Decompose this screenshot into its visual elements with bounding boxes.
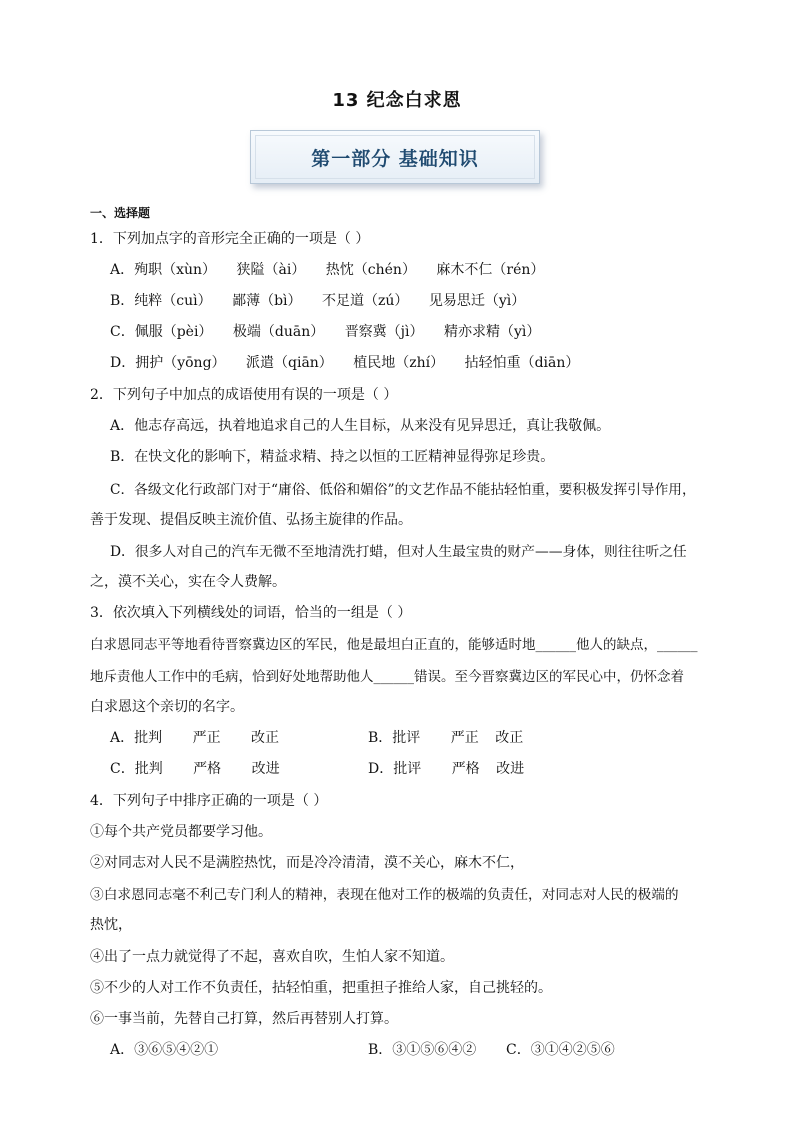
option-part: 鄙薄（bì） [232, 293, 302, 309]
option-part: 精亦求精（yì） [443, 324, 541, 340]
option-part: 严正 [450, 730, 479, 746]
section-heading: 一、选择题 [90, 206, 151, 220]
option-part: 不足道（zú） [321, 293, 409, 309]
question-2-option-d: D．很多人对自己的汽车无微不至地清洗打蜡，但对人生最宝贵的财产——身体，则往往听之任 [110, 544, 687, 560]
option-part: 改正 [495, 730, 524, 746]
option-part: 狭隘（ài） [236, 262, 306, 278]
question-4-option-a: A．③⑥⑤④②① [110, 1042, 219, 1058]
option-part: C．批判 [110, 761, 163, 777]
question-4-option-b: B．③①⑤⑥④② [368, 1042, 477, 1058]
question-3-option-a [110, 727, 279, 747]
option-part: 晋察冀（jì） [344, 324, 424, 340]
question-1-option-a [110, 259, 544, 279]
question-1-option-d [110, 352, 579, 372]
question-4-stem: 4．下列句子中排序正确的一项是（ ） [90, 793, 328, 809]
option-part: 极端（duān） [232, 324, 325, 340]
option-part: D．批评 [368, 761, 422, 777]
option-part: B．纯粹（cuì） [110, 293, 212, 309]
option-part: A．殉职（xùn） [110, 262, 217, 278]
question-3-stem: 3．依次填入下列横线处的词语，恰当的一组是（ ） [90, 605, 412, 621]
question-1-stem: 1．下列加点字的音形完全正确的一项是（ ） [90, 231, 370, 247]
option-part: 严正 [192, 730, 221, 746]
option-part: A．批判 [110, 730, 163, 746]
question-3-option-c [110, 758, 280, 778]
option-part: 见易思迁（yì） [428, 293, 526, 309]
option-part: B．批评 [368, 730, 421, 746]
question-4-sentence-5: ⑤不少的人对工作不负责任，拈轻怕重，把重担子推给人家，自己挑轻的。 [90, 980, 552, 996]
option-part: 派遣（qiān） [246, 355, 333, 371]
option-part: C．佩服（pèi） [110, 324, 213, 340]
question-1-option-c [110, 321, 540, 341]
option-part: 拈轻怕重（diān） [464, 355, 580, 371]
question-1-option-b [110, 290, 525, 310]
option-part: 严格 [193, 761, 222, 777]
banner-text: 第一部分 基础知识 [311, 147, 479, 170]
question-3-passage-line: 白求恩这个亲切的名字。 [90, 699, 244, 715]
question-3-option-b [368, 727, 523, 747]
question-2-option-c-cont: 善于发现、提倡反映主流价值、弘扬主旋律的作品。 [90, 512, 412, 528]
section-banner [250, 130, 540, 184]
question-2-option-b: B．在快文化的影响下，精益求精、持之以恒的工匠精神显得弥足珍贵。 [110, 449, 555, 465]
option-part: D．拥护（yōng） [110, 355, 226, 371]
question-3-passage-line: 白求恩同志平等地看待晋察冀边区的军民，他是最坦白正直的，能够适时地______他人的缺点，______ [90, 637, 698, 653]
option-part: 改进 [251, 761, 280, 777]
option-part: 热忱（chén） [325, 262, 416, 278]
option-part: 改进 [496, 761, 525, 777]
question-2-option-c: C．各级文化行政部门对于“庸俗、低俗和媚俗”的文艺作品不能拈轻怕重，要积极发挥引导作用， [110, 482, 696, 498]
question-3-passage-line: 地斥责他人工作中的毛病，恰到好处地帮助他人______错误。至今晋察冀边区的军民心中，仍怀念着 [90, 669, 684, 685]
question-4-sentence-3-cont: 热忱， [90, 917, 132, 933]
question-2-option-d-cont: 之，漠不关心，实在令人费解。 [90, 574, 286, 590]
question-4-sentence-3: ③白求恩同志毫不利己专门利人的精神，表现在他对工作的极端的负责任，对同志对人民的极端的 [90, 887, 679, 903]
question-4-sentence-4: ④出了一点力就觉得了不起，喜欢自吹，生怕人家不知道。 [90, 949, 454, 965]
question-4-sentence-2: ②对同志对人民不是满腔热忱，而是冷冷清清，漠不关心，麻木不仁， [90, 855, 524, 871]
question-2-option-a: A．他志存高远，执着地追求自己的人生目标，从来没有见异思迁，真让我敬佩。 [110, 418, 611, 434]
question-2-stem: 2．下列句子中加点的成语使用有误的一项是（ ） [90, 387, 398, 403]
question-4-sentence-1: ①每个共产党员都要学习他。 [90, 824, 272, 840]
option-part: 植民地（zhí） [353, 355, 445, 371]
option-part: 改正 [251, 730, 280, 746]
question-4-option-c: C．③①④②⑤⑥ [506, 1042, 615, 1058]
question-3-option-d [368, 758, 524, 778]
question-4-sentence-6: ⑥一事当前，先替自己打算，然后再替别人打算。 [90, 1011, 398, 1027]
option-part: 严格 [451, 761, 480, 777]
page-title: 13 纪念白求恩 [332, 90, 462, 111]
option-part: 麻木不仁（rén） [436, 262, 545, 278]
